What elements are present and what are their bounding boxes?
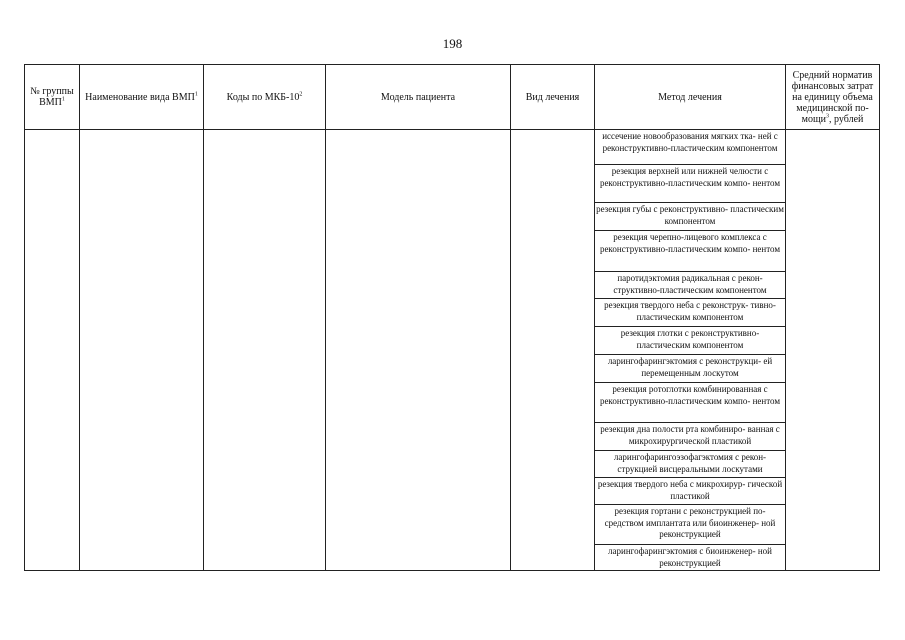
method-item: резекция губы с реконструктивно- пластическим компонентом [595, 203, 785, 231]
cell-treatment-methods [595, 130, 786, 571]
method-item: ларингофарингэктомия с биоинженер- ной реконструкцией [608, 546, 772, 568]
method-item: резекция ротоглотки комбинированная с реконструктивно-пластическим компо- нентом [595, 383, 785, 423]
header-cost: Средний норматив финансовых затрат на единицу объема медицинской по- мощи$^3$, рублей [786, 65, 880, 130]
method-item: резекция твердого неба с микрохирур- гической пластикой [595, 478, 785, 505]
cell-mkb-codes [204, 130, 326, 571]
header-mkb-codes: Коды по МКБ-$10^2$ [204, 65, 326, 130]
method-item: резекция гортани с реконструкцией по- средством имплантата или биоинженер- ной реконструкцией [595, 505, 785, 545]
cell-group-no [25, 130, 80, 571]
method-item: ларингофарингоэзофагэктомия с рекон- струкцией висцеральными лоскутами [595, 451, 785, 478]
header-row [25, 65, 880, 130]
method-item: резекция черепно-лицевого комплекса с реконструктивно-пластическим компо- нентом [595, 231, 785, 272]
method-item: иссечение новообразования мягких тка- ней с реконструктивно-пластическим компонентом [595, 130, 785, 165]
method-item: резекция твердого неба с реконструк- тивно-пластическим компонентом [595, 299, 785, 327]
header-group-no: № группы ВМП$^1$ [25, 65, 80, 130]
method-item: резекция глотки с реконструктивно- пластическим компонентом [595, 327, 785, 355]
method-item: паротидэктомия радикальная с рекон- структивно-пластическим компонентом [595, 272, 785, 299]
page-number: 198 [442, 36, 463, 51]
cell-patient-model [326, 130, 511, 571]
header-treatment-type: Вид лечения [511, 65, 595, 130]
cell-cost [786, 130, 880, 571]
header-patient-model: Модель пациента [326, 65, 511, 130]
table-row [25, 130, 880, 571]
cell-vmp-name [80, 130, 204, 571]
vmp-table [24, 64, 880, 571]
method-item: резекция дна полости рта комбиниро- ванная с микрохирургической пластикой [595, 423, 785, 451]
method-item: ларингофарингэктомия с реконструкци- ей перемещенным лоскутом [595, 355, 785, 383]
header-treatment-method: Метод лечения [595, 65, 786, 130]
method-item: резекция верхней или нижней челюсти с реконструктивно-пластическим компо- нентом [595, 165, 785, 203]
cell-treatment-type [511, 130, 595, 571]
header-vmp-name: Наименование вида ВМП$^1$ [80, 65, 204, 130]
